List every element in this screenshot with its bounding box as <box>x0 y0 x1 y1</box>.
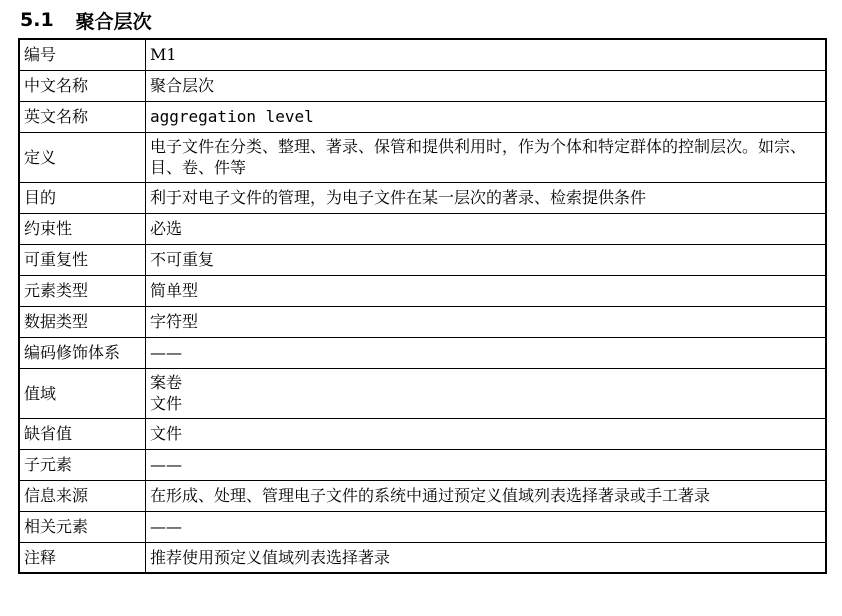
row-label: 定义 <box>19 132 146 182</box>
row-label: 值域 <box>19 368 146 418</box>
table-row <box>19 132 826 182</box>
row-label: 缺省值 <box>19 418 146 449</box>
section-heading <box>20 6 152 34</box>
table-row <box>19 70 826 101</box>
table-row <box>19 39 826 70</box>
row-label: 相关元素 <box>19 511 146 542</box>
row-label: 编号 <box>19 39 146 70</box>
section-number: 5.1 <box>20 9 54 31</box>
row-value: 字符型 <box>146 306 827 337</box>
row-label: 中文名称 <box>19 70 146 101</box>
row-value: 利于对电子文件的管理，为电子文件在某一层次的著录、检索提供条件 <box>146 182 827 213</box>
row-value: aggregation level <box>146 101 827 132</box>
row-label: 子元素 <box>19 449 146 480</box>
table-row <box>19 511 826 542</box>
table-row <box>19 542 826 573</box>
table-row <box>19 306 826 337</box>
table-row <box>19 244 826 275</box>
table-row <box>19 182 826 213</box>
table-row <box>19 101 826 132</box>
row-value: 聚合层次 <box>146 70 827 101</box>
row-label: 目的 <box>19 182 146 213</box>
row-label: 可重复性 <box>19 244 146 275</box>
row-value: 电子文件在分类、整理、著录、保管和提供利用时，作为个体和特定群体的控制层次。如宗、目、卷、件等 <box>146 132 827 182</box>
row-value: —— <box>146 449 827 480</box>
row-label: 编码修饰体系 <box>19 337 146 368</box>
row-label: 英文名称 <box>19 101 146 132</box>
row-value: 文件 <box>146 418 827 449</box>
table-row <box>19 418 826 449</box>
row-label: 信息来源 <box>19 480 146 511</box>
row-label: 元素类型 <box>19 275 146 306</box>
row-value: 简单型 <box>146 275 827 306</box>
row-label: 注释 <box>19 542 146 573</box>
table-row <box>19 213 826 244</box>
table-row <box>19 368 826 418</box>
row-value: 推荐使用预定义值域列表选择著录 <box>146 542 827 573</box>
row-value: 在形成、处理、管理电子文件的系统中通过预定义值域列表选择著录或手工著录 <box>146 480 827 511</box>
row-value: M1 <box>146 39 827 70</box>
table-row <box>19 480 826 511</box>
row-value: 必选 <box>146 213 827 244</box>
metadata-table <box>18 38 827 574</box>
row-label: 数据类型 <box>19 306 146 337</box>
table-row <box>19 275 826 306</box>
row-value-list <box>146 368 827 418</box>
section-title: 聚合层次 <box>75 10 152 33</box>
row-value: 不可重复 <box>146 244 827 275</box>
row-value: —— <box>146 337 827 368</box>
row-value: —— <box>146 511 827 542</box>
table-row <box>19 337 826 368</box>
row-label: 约束性 <box>19 213 146 244</box>
value-option: 文件 <box>150 394 183 413</box>
value-option: 案卷 <box>150 373 183 392</box>
table-row <box>19 449 826 480</box>
